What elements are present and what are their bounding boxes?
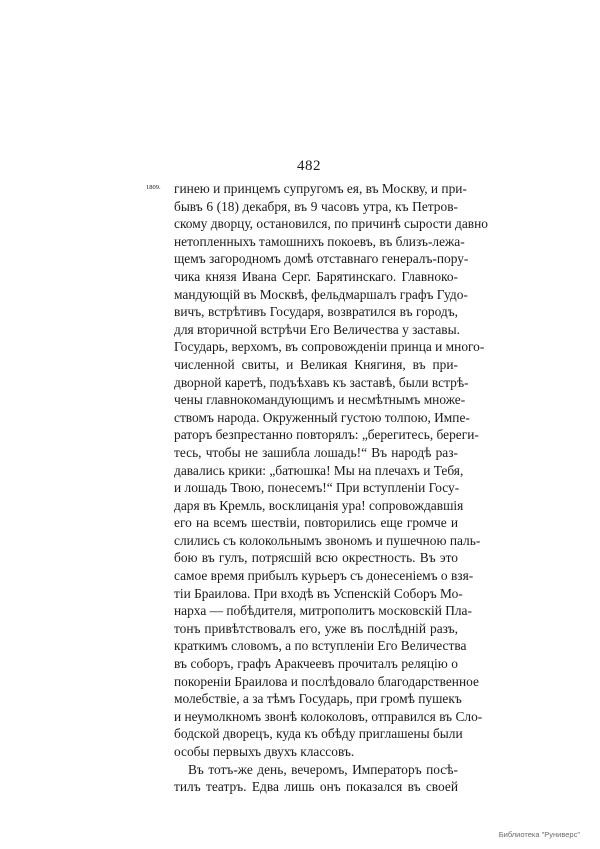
text-line: мандующій въ Москвѣ, фельдмаршалъ графъ Гудо-	[174, 286, 468, 302]
margin-year-note: 1809.	[146, 184, 161, 191]
text-line: нарха — побѣдителя, митрополитъ московскій Пла-	[174, 603, 472, 619]
text-line: давались крики: „батюшка! Мы на плечахъ и Тебя,	[174, 462, 464, 478]
text-line: самое время прибылъ курьеръ съ донесеніемъ о взя-	[174, 568, 474, 584]
body-text	[174, 180, 488, 796]
text-line: въ соборъ, графъ Аракчеевъ прочиталъ реляцію о	[174, 656, 458, 672]
text-line: для вторичной встрѣчи Его Величества у заставы.	[174, 321, 460, 337]
text-line: бывъ 6 (18) декабря, въ 9 часовъ утра, къ Петров-	[174, 198, 458, 214]
text-line: щемъ загородномъ домѣ отставнаго генералъ-пору-	[174, 251, 469, 267]
text-line: чены главнокомандующимъ и несмѣтнымъ множе-	[174, 392, 466, 408]
text-line: тилъ театръ. Едва лишь онъ показался въ своей	[174, 779, 458, 795]
text-line: его на всемъ шествіи, повторились еще громче и	[174, 515, 458, 531]
text-line: скому дворцу, остановился, по причинѣ сырости давно	[174, 216, 488, 232]
text-line: раторъ безпрестанно повторялъ: „берегитесь, береги-	[174, 427, 479, 443]
text-line: вичъ, встрѣтивъ Государя, возвратился въ городъ,	[174, 304, 458, 320]
text-line: покореніи Браилова и послѣдовало благодарственное	[174, 673, 479, 689]
text-line: тесь, чтобы не зашибла лошадь!“ Въ народѣ раз-	[174, 444, 458, 460]
page-number: 482	[297, 158, 321, 174]
text-line: слились съ колокольнымъ звономъ и пушечною паль-	[174, 532, 481, 548]
text-line: бодской дворецъ, куда къ обѣду приглашены были	[174, 726, 463, 742]
text-line: нетопленныхъ тамошнихъ покоевъ, въ близъ-лежа-	[174, 233, 465, 249]
text-line: чика князя Ивана Серг. Барятинскаго. Главноко-	[174, 268, 458, 284]
text-line: дворной каретѣ, подъѣхавъ къ заставѣ, были встрѣ-	[174, 374, 469, 390]
text-line: численной свиты, и Великая Княгиня, въ при-	[174, 356, 458, 372]
text-line: молебствіе, а за тѣмъ Государь, при громѣ пушекъ	[174, 691, 462, 707]
text-line: особы первыхъ двухъ классовъ.	[174, 744, 355, 759]
text-line: и неумолкномъ звонѣ колоколовъ, отправился въ Сло-	[174, 708, 483, 724]
text-line: и лошадь Твою, понесемъ!“ При вступленіи Госу-	[174, 480, 460, 496]
text-line: краткимъ словомъ, а по вступленіи Его Величества	[174, 638, 467, 654]
text-line: тонъ привѣтствовалъ его, уже въ послѣдній разъ,	[174, 620, 458, 636]
text-line: даря въ Кремль, восклицанія ура! сопровождавшія	[174, 497, 464, 513]
library-watermark: Библиотека "Руниверс"	[498, 830, 580, 839]
text-line: бою въ гулъ, потрясшій всю окрестность. Въ это	[174, 550, 458, 566]
text-line: тіи Браилова. При входѣ въ Успенскій Соборъ Мо-	[174, 585, 463, 601]
text-line: ствомъ народа. Окруженный густою толпою, Импе-	[174, 409, 470, 425]
text-line: Государь, верхомъ, въ сопровожденіи принца и много-	[174, 339, 485, 355]
text-line: Въ тотъ-же день, вечеромъ, Императоръ посѣ-	[188, 761, 458, 777]
text-line: гинею и принцемъ супругомъ ея, въ Москву, и при-	[174, 181, 467, 196]
